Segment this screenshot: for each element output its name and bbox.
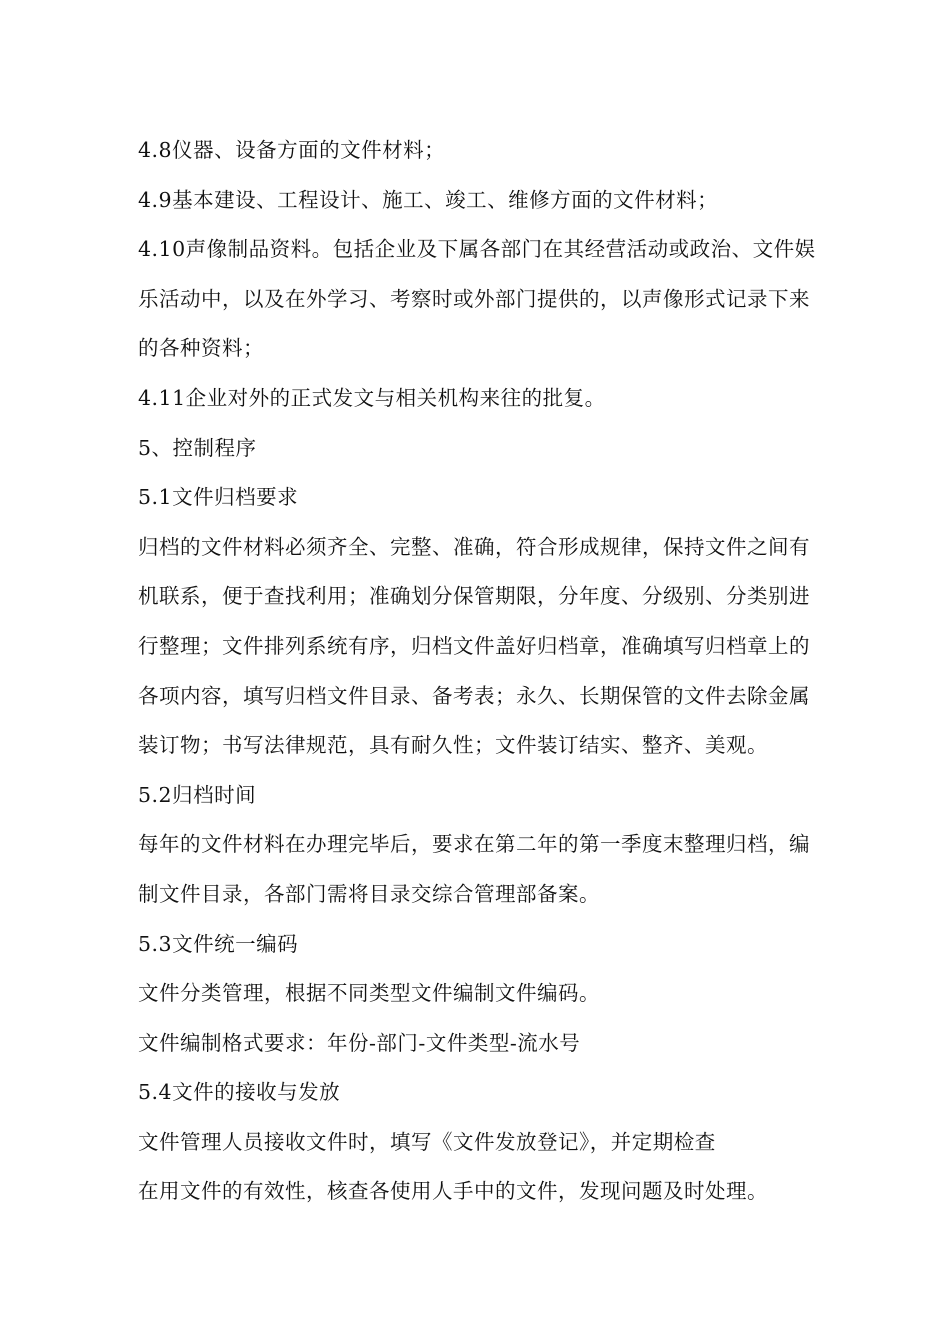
subsection-heading: 5.1文件归档要求 <box>138 485 299 510</box>
text-line: 行整理；文件排列系统有序，归档文件盖好归档章，准确填写归档章上的 <box>138 633 810 658</box>
text-line: 4.10声像制品资料。包括企业及下属各部门在其经营活动或政治、文件娱 <box>138 237 816 262</box>
text-line: 在用文件的有效性，核查各使用人手中的文件，发现问题及时处理。 <box>138 1179 768 1204</box>
text-line: 4.8仪器、设备方面的文件材料； <box>138 138 446 162</box>
text-line: 乐活动中，以及在外学习、考察时或外部门提供的，以声像形式记录下来 <box>138 286 810 311</box>
text-line: 4.11企业对外的正式发文与相关机构来往的批复。 <box>138 385 606 410</box>
text-line: 各项内容，填写归档文件目录、备考表；永久、长期保管的文件去除金属 <box>138 683 810 708</box>
subsection-heading: 5.4文件的接收与发放 <box>138 1080 341 1105</box>
text-line: 装订物；书写法律规范，具有耐久性；文件装订结实、整齐、美观。 <box>138 733 768 758</box>
text-line: 文件管理人员接收文件时，填写《文件发放登记》，并定期检查 <box>138 1129 716 1154</box>
text-line: 机联系，便于查找利用；准确划分保管期限，分年度、分级别、分类别进 <box>138 584 810 609</box>
text-line: 的各种资料； <box>138 336 264 361</box>
subsection-heading: 5.3文件统一编码 <box>138 931 299 956</box>
subsection-heading: 5.2归档时间 <box>138 782 257 807</box>
text-line: 归档的文件材料必须齐全、完整、准确，符合形成规律，保持文件之间有 <box>138 534 810 559</box>
text-line: 每年的文件材料在办理完毕后，要求在第二年的第一季度末整理归档，编 <box>138 832 810 857</box>
document-body <box>138 126 828 1217</box>
text-line: 文件分类管理，根据不同类型文件编制文件编码。 <box>138 981 600 1006</box>
text-line: 制文件目录，各部门需将目录交综合管理部备案。 <box>138 881 600 906</box>
text-line: 4.9基本建设、工程设计、施工、竣工、维修方面的文件材料； <box>138 187 719 212</box>
section-heading: 5、控制程序 <box>138 435 257 460</box>
text-line: 文件编制格式要求：年份-部门-文件类型-流水号 <box>138 1030 581 1055</box>
